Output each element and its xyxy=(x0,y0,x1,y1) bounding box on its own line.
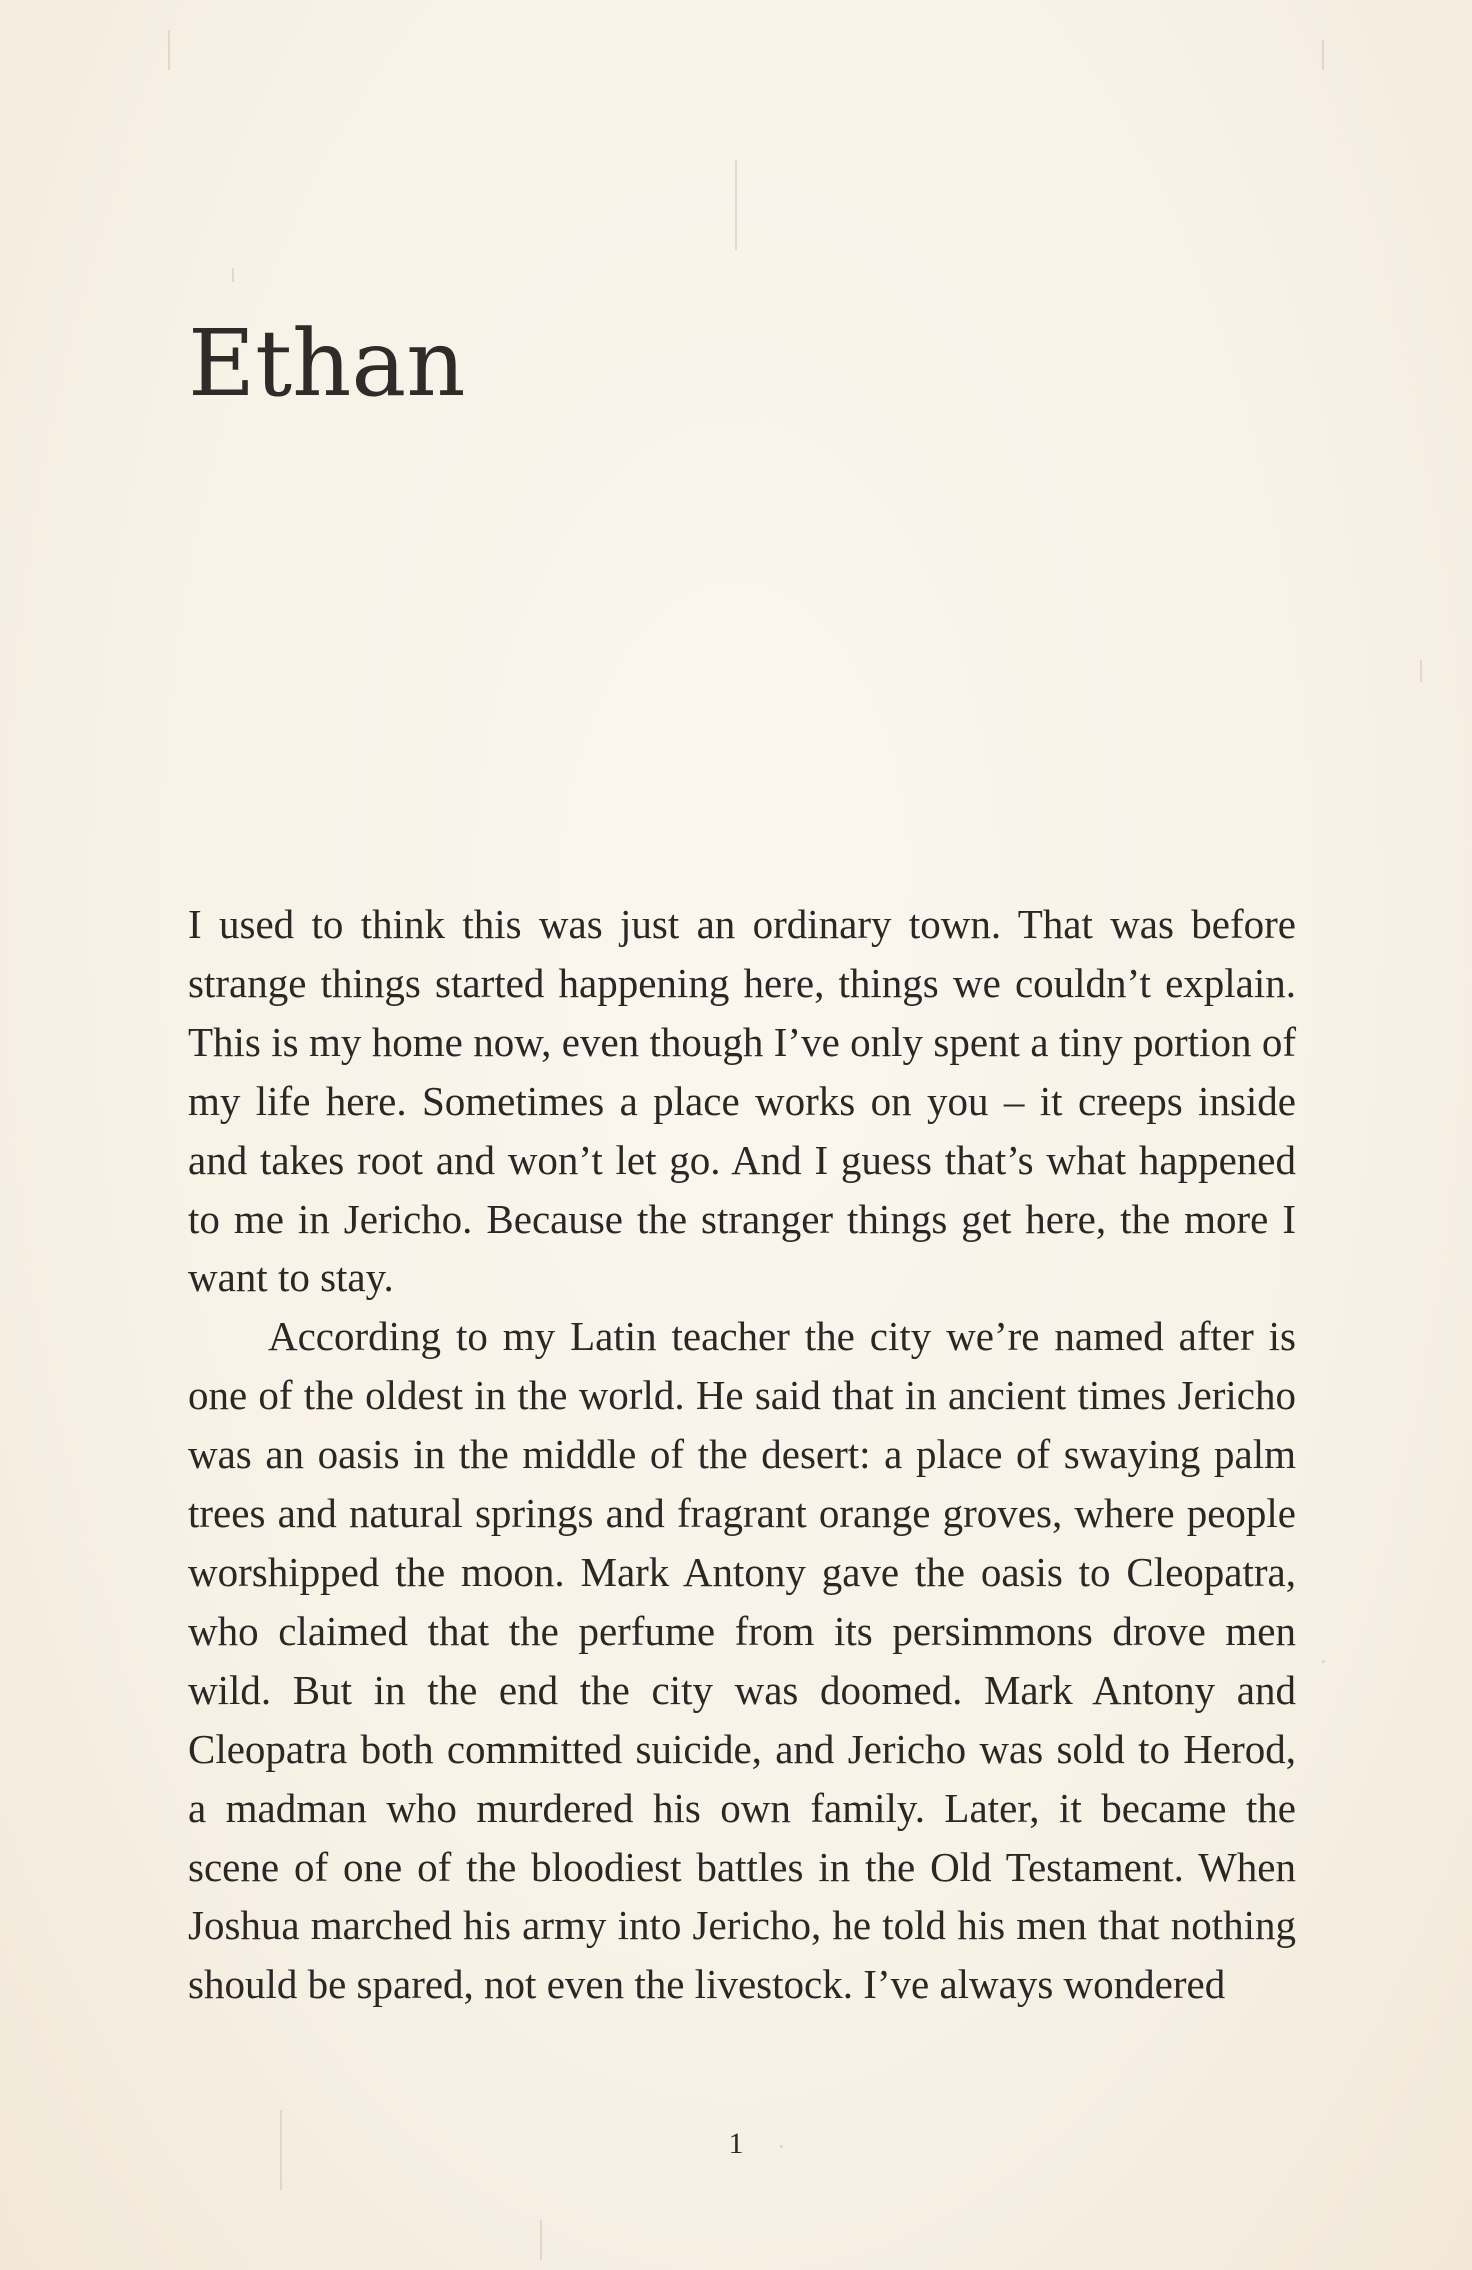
paper-speck xyxy=(540,2220,542,2260)
page-number: 1 xyxy=(728,2127,744,2160)
paragraph-2: According to my Latin teacher the city we’re named after is one of the oldest in the world. He said that in ancient times Jericho was an oasis in the middle of the desert: a place of swaying palm trees and natural springs and fragrant orange groves, where people worshipped the moon. Mark Antony gave the oasis to Cleopatra, who claimed that the perfume from its persimmons drove men wild. But in the end the city was doomed. Mark Antony and Cleopatra both committed suicide, and Jericho was sold to Herod, a madman who murdered his own family. Later, it became the scene of one of the bloodiest battles in the Old Testament. When Joshua marched his army into Jericho, he told his men that nothing should be spared, not even the livestock. I’ve always wondered xyxy=(188,1313,1296,2008)
paper-speck xyxy=(1322,40,1324,70)
paragraph-1: I used to think this was just an ordinary town. That was before strange things started happening here, things we couldn’t explain. This is my home now, even though I’ve only spent a tiny portion of my life here. Sometimes a place works on you – it creeps inside and takes root and won’t let go. And I guess that’s what happened to me in Jericho. Because the stranger things get here, the more I want to stay. xyxy=(188,901,1296,1301)
paper-speck xyxy=(735,160,737,250)
chapter-title: Ethan xyxy=(188,310,466,417)
paper-speck xyxy=(1322,1660,1325,1663)
paper-speck xyxy=(232,268,234,282)
paper-speck xyxy=(168,30,170,70)
paper-speck xyxy=(1420,660,1422,682)
chapter-body xyxy=(188,895,1296,2014)
